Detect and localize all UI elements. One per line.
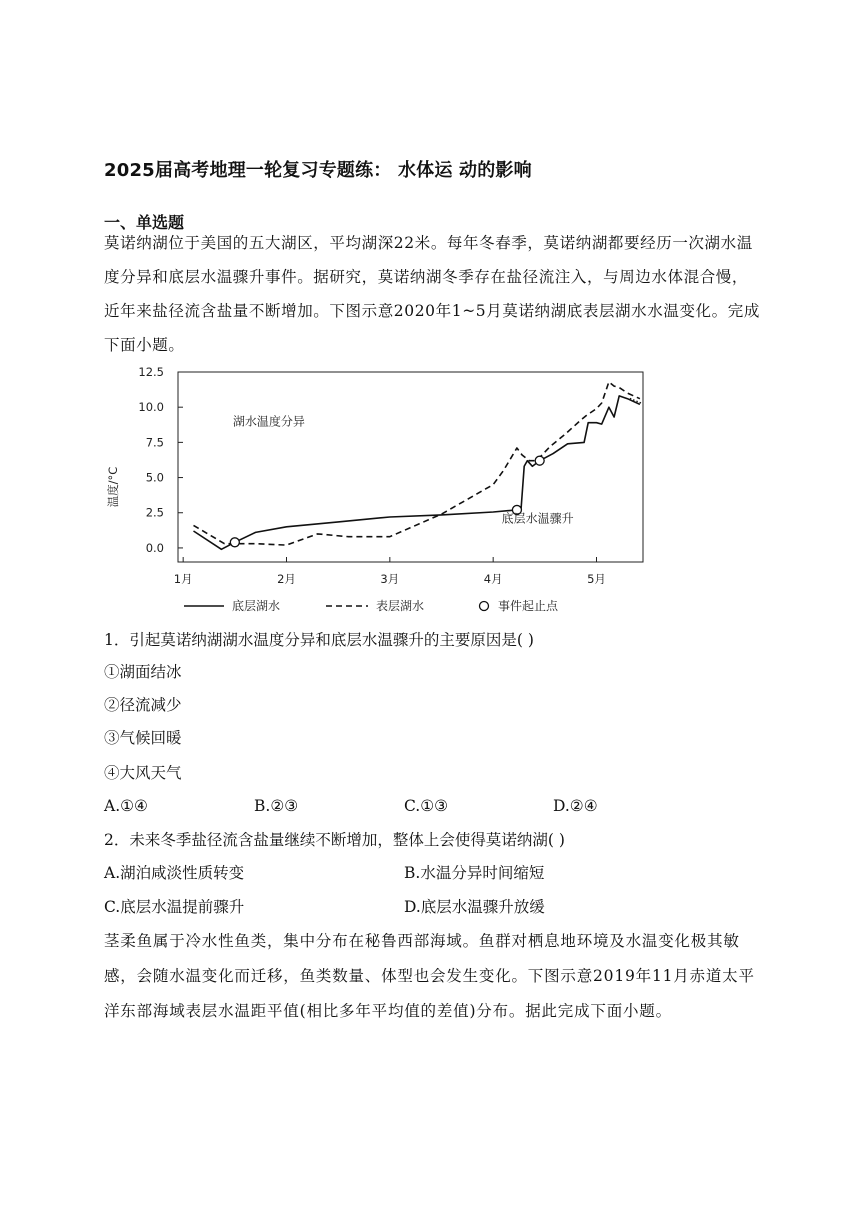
- chart-legend: [184, 598, 559, 613]
- y-tick-label: 2.5: [145, 505, 164, 520]
- x-tick-label: 4月: [483, 572, 503, 586]
- plot-frame: [178, 372, 643, 562]
- y-tick-label: 7.5: [145, 435, 164, 450]
- q1-statement-4: ④大风天气: [104, 764, 182, 782]
- x-tick-label: 5月: [587, 572, 606, 586]
- x-tick-label: 1月: [173, 572, 193, 586]
- y-tick-label: 10.0: [138, 400, 164, 415]
- event-point-marker: [230, 538, 239, 547]
- q1-statement-1: ①湖面结冰: [104, 663, 182, 681]
- event-point-marker: [535, 456, 544, 465]
- lake-temperature-chart: [100, 362, 660, 624]
- q2-option-c[interactable]: C.底层水温提前骤升: [104, 898, 245, 916]
- passage-1: 莫诺纳湖位于美国的五大湖区，平均湖深22米。每年冬春季，莫诺纳湖都要经历一次湖水温度分异和底层水温骤升事件。据研究，莫诺纳湖冬季存在盐径流注入，与周边水体混合慢，近年来盐径流含盐量不断增加。下图示意2020年1~5月莫诺纳湖底表层湖水水温变化。完成下面小题。: [104, 234, 760, 354]
- y-tick-label: 12.5: [138, 365, 164, 379]
- legend-label-surface-water: 表层湖水: [376, 599, 425, 613]
- y-tick-label: 0.0: [145, 540, 164, 555]
- q1-option-c[interactable]: C.①③: [404, 797, 449, 815]
- section-heading: 一、单选题: [104, 213, 185, 232]
- q1-statement-2: ②径流减少: [104, 696, 182, 714]
- q1-option-a[interactable]: A.①④: [104, 797, 148, 815]
- legend-label-event-point: 事件起止点: [498, 599, 559, 613]
- q1-statement-3: ③气候回暖: [104, 729, 182, 747]
- legend-event-marker: [480, 602, 489, 611]
- q2-option-b[interactable]: B.水温分异时间缩短: [404, 864, 545, 882]
- q1-option-b[interactable]: B.②③: [254, 797, 299, 815]
- x-tick-label: 3月: [380, 572, 400, 586]
- question-2-stem: 2．未来冬季盐径流含盐量继续不断增加，整体上会使得莫诺纳湖( ): [104, 831, 565, 849]
- chart-annotation: 底层水温骤升: [501, 511, 574, 526]
- legend-label-bottom-water: 底层湖水: [232, 599, 281, 613]
- q2-option-d[interactable]: D.底层水温骤升放缓: [404, 898, 545, 916]
- q2-option-a[interactable]: A.湖泊咸淡性质转变: [104, 864, 245, 882]
- y-axis-label: 温度/°C: [106, 466, 120, 508]
- x-tick-label: 2月: [277, 572, 296, 586]
- document-title: 2025届高考地理一轮复习专题练： 水体运 动的影响: [104, 160, 532, 181]
- passage-2: 茎柔鱼属于冷水性鱼类，集中分布在秘鲁西部海域。鱼群对栖息地环境及水温变化极其敏感，会随水温变化而迁移，鱼类数量、体型也会发生变化。下图示意2019年11月赤道太平洋东部海域表层水温距平值(相比多年平均值的差值)分布。据此完成下面小题。: [104, 932, 755, 1020]
- y-tick-label: 5.0: [145, 470, 164, 485]
- question-1-stem: 1．引起莫诺纳湖湖水温度分异和底层水温骤升的主要原因是( ): [104, 631, 534, 649]
- q1-option-d[interactable]: D.②④: [553, 797, 598, 815]
- chart-annotation: 湖水温度分异: [232, 414, 305, 429]
